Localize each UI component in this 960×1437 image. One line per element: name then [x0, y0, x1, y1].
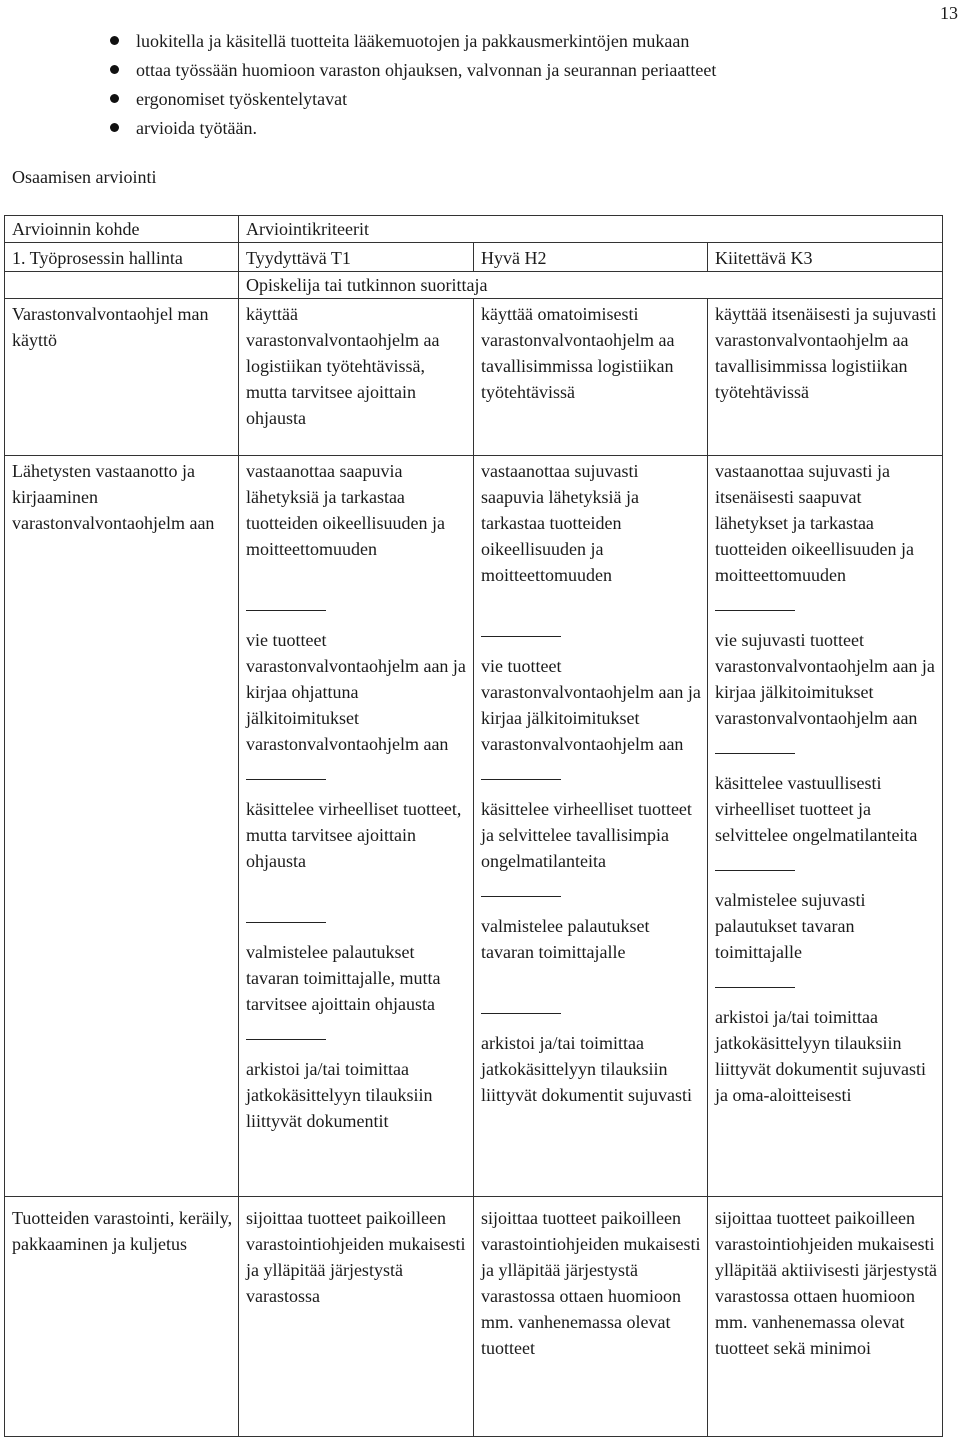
row-2-h2	[474, 456, 708, 1197]
empty-cell	[5, 272, 239, 299]
separator-line	[481, 636, 561, 637]
row-2-k3	[708, 456, 943, 1197]
separator-line	[246, 779, 326, 780]
criterion-text: sijoittaa tuotteet paikoilleen varastointiohjeiden mukaisesti ylläpitää aktiivisesti järjestystä varastossa ottaen huomioon mm. vanhenemassa olevat tuotteet sekä minimoi	[715, 1208, 937, 1358]
criterion-text: arkistoi ja/tai toimittaa jatkokäsittelyyn tilauksiin liittyvät dokumentit sujuvasti	[481, 1033, 692, 1105]
criterion-text: vie tuotteet varastonvalvontaohjelm aan ja kirjaa jälkitoimitukset varastonvalvontaohjelm aan	[481, 656, 701, 754]
separator-line	[481, 896, 561, 897]
criteria-table	[4, 215, 943, 1437]
criterion-text: sijoittaa tuotteet paikoilleen varastointiohjeiden mukaisesti ja ylläpitää järjestystä varastossa	[246, 1208, 466, 1306]
criterion-text: käsittelee virheelliset tuotteet, mutta tarvitsee ajoittain ohjausta	[246, 799, 462, 871]
row-target-3: Tuotteiden varastointi, keräily, pakkaaminen ja kuljetus	[5, 1197, 239, 1437]
header-criteria: Arviointikriteerit	[239, 216, 943, 243]
row-1-k3	[708, 299, 943, 456]
separator-line	[481, 1013, 561, 1014]
criterion-text: käsittelee vastuullisesti virheelliset tuotteet ja selvittelee ongelmatilanteita	[715, 773, 918, 845]
separator-line	[246, 922, 326, 923]
row-3-k3	[708, 1197, 943, 1437]
row-3-t1	[239, 1197, 474, 1437]
row-target-1: Varastonvalvontaohjel man käyttö	[5, 299, 239, 456]
level-h2: Hyvä H2	[474, 243, 708, 272]
list-item: luokitella ja käsitellä tuotteita lääkemuotojen ja pakkausmerkintöjen mukaan	[110, 30, 716, 59]
criterion-text: sijoittaa tuotteet paikoilleen varastointiohjeiden mukaisesti ja ylläpitää järjestystä varastossa ottaen huomioon mm. vanhenemassa olevat tuotteet	[481, 1208, 701, 1358]
criterion-text: arkistoi ja/tai toimittaa jatkokäsittelyyn tilauksiin liittyvät dokumentit	[246, 1059, 433, 1131]
page-number: 13	[940, 3, 958, 23]
list-item: ottaa työssään huomioon varaston ohjauksen, valvonnan ja seurannan periaatteet	[110, 59, 716, 88]
criterion-text: vastaanottaa sujuvasti saapuvia lähetyksiä ja tarkastaa tuotteiden oikeellisuuden ja moitteettomuuden	[481, 461, 639, 585]
criterion-text: käyttää itsenäisesti ja sujuvasti varastonvalvontaohjelm aa tavallisimmissa logistiikan työtehtävissä	[715, 304, 937, 402]
process-label: 1. Työprosessin hallinta	[5, 243, 239, 272]
criterion-text: valmistelee palautukset tavaran toimittajalle	[481, 916, 650, 962]
separator-line	[246, 1039, 326, 1040]
criterion-text: käyttää varastonvalvontaohjelm aa logistiikan työtehtävissä, mutta tarvitsee ajoittain ohjausta	[246, 304, 440, 428]
header-target: Arvioinnin kohde	[5, 216, 239, 243]
row-2-t1	[239, 456, 474, 1197]
row-1-h2	[474, 299, 708, 456]
row-target-2: Lähetysten vastaanotto ja kirjaaminen varastonvalvontaohjelm aan	[5, 456, 239, 1197]
criterion-text: käyttää omatoimisesti varastonvalvontaohjelm aa tavallisimmissa logistiikan työtehtävissä	[481, 304, 675, 402]
criterion-text: vastaanottaa saapuvia lähetyksiä ja tarkastaa tuotteiden oikeellisuuden ja moitteettomuuden	[246, 461, 445, 559]
criterion-text: valmistelee sujuvasti palautukset tavaran toimittajalle	[715, 890, 866, 962]
row-3-h2	[474, 1197, 708, 1437]
separator-line	[715, 753, 795, 754]
criterion-text: käsittelee virheelliset tuotteet ja selvittelee tavallisimpia ongelmatilanteita	[481, 799, 692, 871]
list-item: ergonomiset työskentelytavat	[110, 88, 716, 117]
row-1-t1	[239, 299, 474, 456]
subject-label: Opiskelija tai tutkinnon suorittaja	[239, 272, 943, 299]
level-t1: Tyydyttävä T1	[239, 243, 474, 272]
list-item: arvioida työtään.	[110, 117, 716, 146]
objectives-list	[110, 30, 716, 146]
separator-line	[715, 610, 795, 611]
criterion-text: vastaanottaa sujuvasti ja itsenäisesti saapuvat lähetykset ja tarkastaa tuotteiden oikeellisuuden ja moitteettomuuden	[715, 461, 914, 585]
level-k3: Kiitettävä K3	[708, 243, 943, 272]
criterion-text: valmistelee palautukset tavaran toimittajalle, mutta tarvitsee ajoittain ohjausta	[246, 942, 441, 1014]
separator-line	[715, 870, 795, 871]
criterion-text: vie tuotteet varastonvalvontaohjelm aan ja kirjaa ohjattuna jälkitoimitukset varastonvalvontaohjelm aan	[246, 630, 466, 754]
section-title: Osaamisen arviointi	[12, 167, 157, 187]
separator-line	[246, 610, 326, 611]
criterion-text: vie sujuvasti tuotteet varastonvalvontaohjelm aan ja kirjaa jälkitoimitukset varastonvalvontaohjelm aan	[715, 630, 935, 728]
separator-line	[715, 987, 795, 988]
separator-line	[481, 779, 561, 780]
criterion-text: arkistoi ja/tai toimittaa jatkokäsittelyyn tilauksiin liittyvät dokumentit sujuvasti ja oma-aloitteisesti	[715, 1007, 926, 1105]
